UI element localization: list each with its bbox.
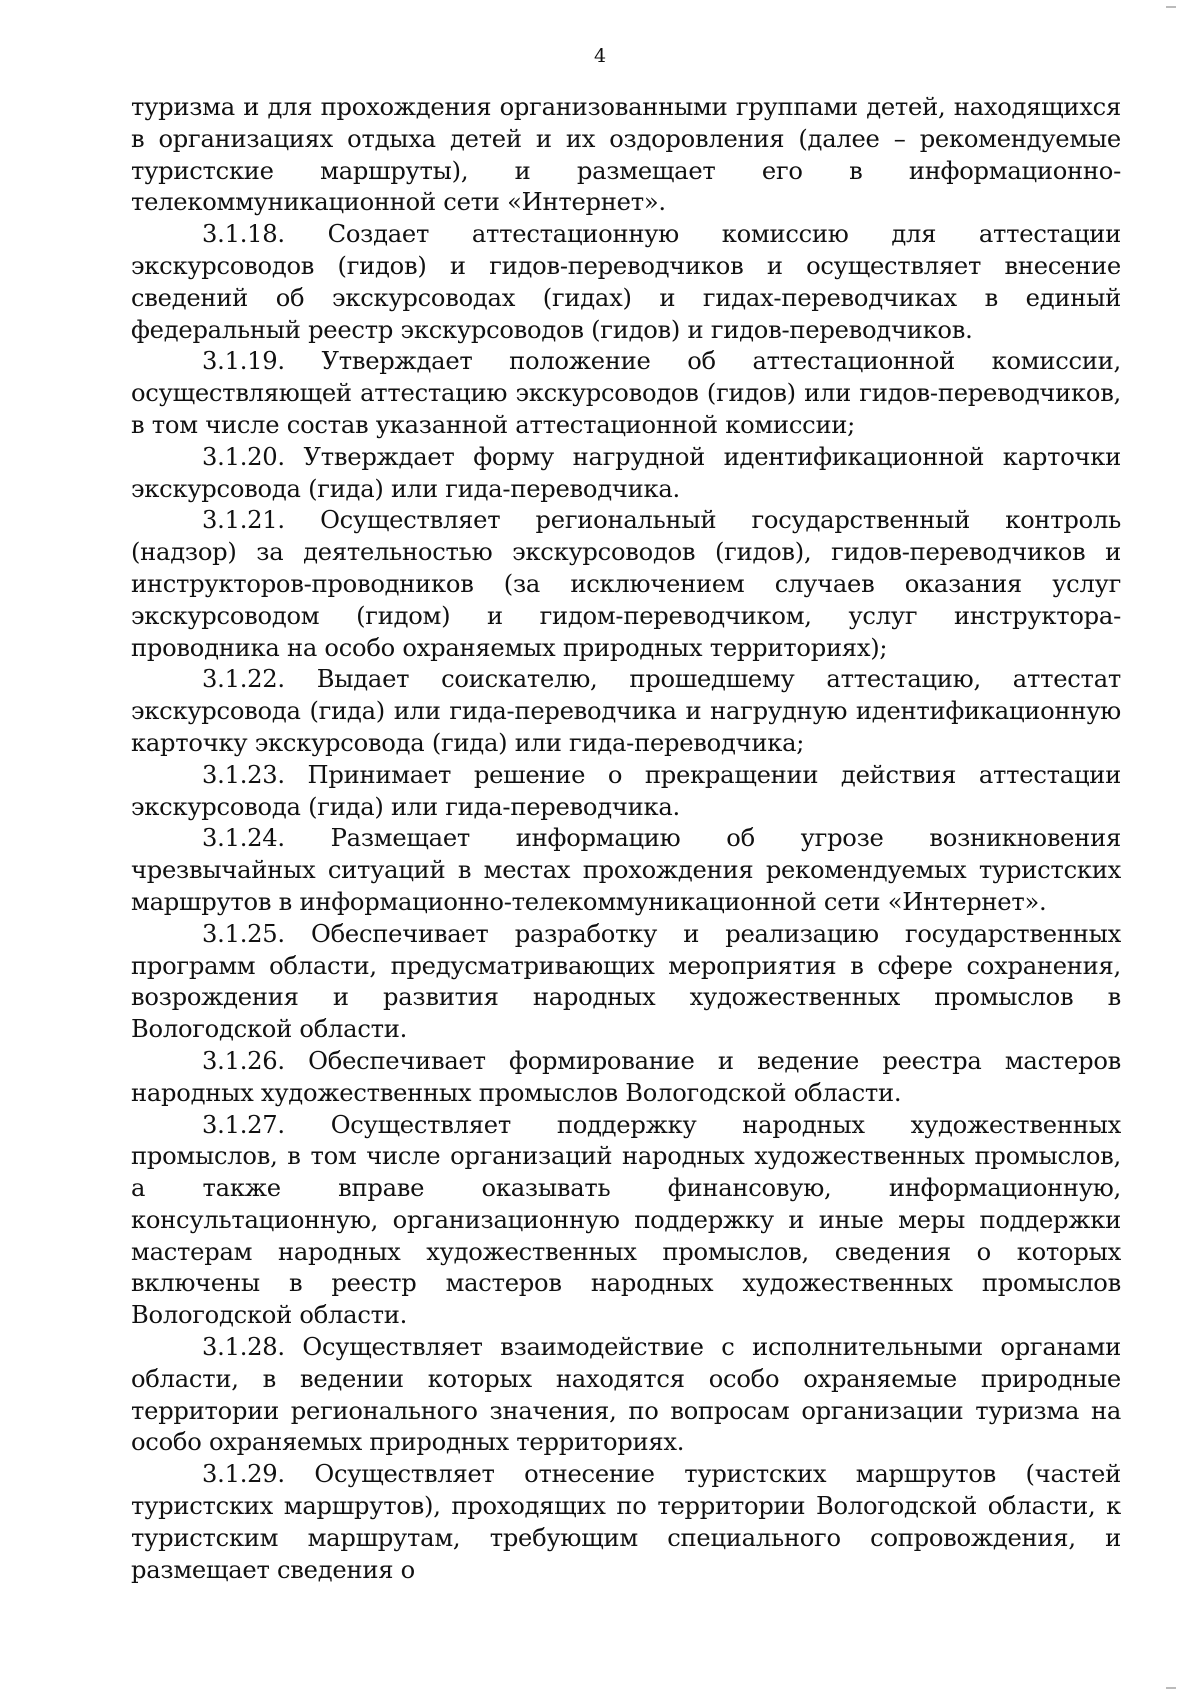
document-body — [131, 92, 1121, 1586]
paragraph-3-1-23: 3.1.23. Принимает решение о прекращении действия аттестации экскурсовода (гида) или гида-переводчика. — [131, 760, 1121, 821]
paragraph-3-1-19: 3.1.19. Утверждает положение об аттестационной комиссии, осуществляющей аттестацию экскурсоводов (гидов) или гидов-переводчиков, в том числе состав указанной аттестационной комиссии; — [131, 347, 1121, 439]
paragraph-3-1-21: 3.1.21. Осуществляет региональный государственный контроль (надзор) за деятельностью экскурсоводов (гидов), гидов-переводчиков и инструкторов-проводников (за исключением случаев оказания услуг экскурсоводом (гидом) и гидом-переводчиком, услуг инструктора-проводника на особо охраняемых природных территориях); — [131, 506, 1121, 662]
paragraph-3-1-26: 3.1.26. Обеспечивает формирование и ведение реестра мастеров народных художественных промыслов Вологодской области. — [131, 1046, 1121, 1107]
paragraph-3-1-18: 3.1.18. Создает аттестационную комиссию для аттестации экскурсоводов (гидов) и гидов-переводчиков и осуществляет внесение сведений об экскурсоводах (гидах) и гидах-переводчиках в единый федеральный реестр экскурсоводов (гидов) и гидов-переводчиков. — [131, 220, 1121, 344]
paragraph-3-1-22: 3.1.22. Выдает соискателю, прошедшему аттестацию, аттестат экскурсовода (гида) или гида-переводчика и нагрудную идентификационную карточку экскурсовода (гида) или гида-переводчика; — [131, 665, 1121, 757]
paragraph-3-1-28: 3.1.28. Осуществляет взаимодействие с исполнительными органами области, в ведении которых находятся особо охраняемые природные территории регионального значения, по вопросам организации туризма на особо охраняемых природных территориях. — [131, 1333, 1121, 1457]
page-number: 4 — [593, 45, 607, 67]
paragraph-3-1-25: 3.1.25. Обеспечивает разработку и реализацию государственных программ области, предусматривающих мероприятия в сфере сохранения, возрождения и развития народных художественных промыслов в Вологодской области. — [131, 919, 1121, 1044]
paragraph-3-1-27: 3.1.27. Осуществляет поддержку народных художественных промыслов, в том числе организаций народных художественных промыслов, а также вправе оказывать финансовую, информационную, консультационную, организационную поддержку и иные меры поддержки мастерам народных художественных промыслов, сведения о которых включены в реестр мастеров народных художественных промыслов Вологодской области. — [131, 1110, 1121, 1330]
paragraph-continuation: туризма и для прохождения организованными группами детей, находящихся в организациях отдыха детей и их оздоровления (далее – рекомендуемые туристские маршруты), и размещает его в информационно-телекоммуникационной сети «Интернет». — [131, 93, 1121, 217]
paragraph-3-1-24: 3.1.24. Размещает информацию об угрозе возникновения чрезвычайных ситуаций в местах прохождения рекомендуемых туристских маршрутов в информационно-телекоммуникационной сети «Интернет». — [131, 824, 1121, 916]
scan-mark-bottom — [1166, 1687, 1176, 1689]
paragraph-3-1-29: 3.1.29. Осуществляет отнесение туристских маршрутов (частей туристских маршрутов), проходящих по территории Вологодской области, к туристским маршрутам, требующим специального сопровождения, и размещает сведения о — [131, 1460, 1121, 1584]
paragraph-3-1-20: 3.1.20. Утверждает форму нагрудной идентификационной карточки экскурсовода (гида) или гида-переводчика. — [131, 442, 1121, 503]
scan-mark-top — [1166, 6, 1176, 8]
